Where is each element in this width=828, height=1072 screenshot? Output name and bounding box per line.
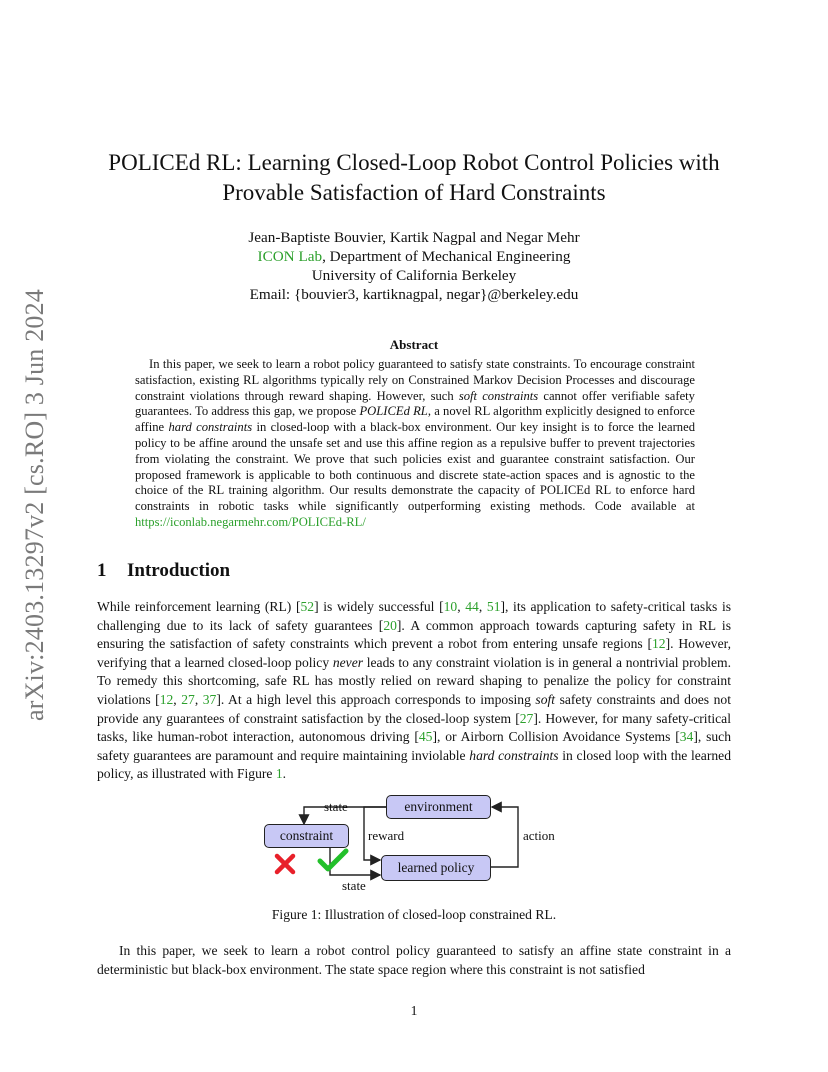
figure-1-diagram (250, 790, 580, 900)
author-names: Jean-Baptiste Bouvier, Kartik Nagpal and Negar Mehr (248, 229, 580, 246)
intro-emphasis: soft (535, 691, 556, 707)
abstract-emphasis: POLICEd RL (359, 404, 428, 419)
abstract-part: in closed-loop with a black-box environment. Our key insight is to force the learned policy to be affine around the unsafe set and use this affine region as a repulsive buffer to prevent trajectories from violating the constraint. We prove that such policies exist and guarantee constraint satisfaction. Our proposed framework is applicable to both continuous and discrete state-action spaces and is agnostic to the choice of the RL training algorithm. Our results demonstrate the capacity of POLICEd RL to enforce hard constraints in robotic tasks while significantly outperforming existing methods. Code available at (135, 420, 695, 514)
university: University of California Berkeley (311, 267, 517, 284)
action-arrow (491, 807, 518, 867)
environment-box: environment (386, 795, 491, 819)
intro-text: . (282, 766, 287, 782)
intro-emphasis: never (332, 654, 364, 670)
intro-text: , (478, 599, 487, 614)
intro-text: , (457, 599, 466, 614)
citation-link[interactable]: 10 (443, 599, 458, 614)
section-number: 1 (97, 560, 107, 581)
reward-label: reward (368, 828, 405, 843)
citation-link[interactable]: 51 (486, 599, 501, 614)
page-number: 1 (410, 1003, 418, 1018)
action-label: action (523, 828, 555, 843)
second-paragraph: In this paper, we seek to learn a robot control policy guaranteed to satisfy an affine state constraint in a deterministic but black-box environment. The state space region where this constraint is not satisfied (97, 943, 731, 977)
intro-text: in closed loop with the learned policy, as illustrated with Figure (97, 747, 731, 782)
figure-reference-link[interactable]: 1 (275, 766, 283, 782)
figure-caption: Figure 1: Illustration of closed-loop constrained RL. (271, 907, 557, 922)
section-title: Introduction (127, 560, 231, 581)
intro-text: ]. A common approach towards capturing safety in RL is ensuring the satisfaction of safety constraints which prevent a robot from entering unsafe regions [ (97, 617, 731, 652)
department: , Department of Mechanical Engineering (322, 248, 571, 265)
state-label-bottom: state (342, 878, 366, 893)
intro-text: ], its application to safety-critical tasks is challenging due to its lack of safety guarantees [ (97, 599, 732, 633)
intro-text: leads to any constraint violation is in general a nontrivial problem. To remedy this shortcoming, safe RL has mostly relied on reward shaping to penalize the policy for constraint violations [ (97, 654, 731, 707)
intro-text: safety constraints and does not provide any guarantees of constraint satisfaction by the closed-loop system [ (97, 691, 731, 726)
paper-title (80, 148, 748, 208)
intro-text: ] is widely successful [ (314, 599, 444, 614)
abstract-part: cannot offer verifiable safety guarantees. To address this gap, we propose (135, 388, 695, 419)
arxiv-identifier: arXiv:2403.13297v2 [cs.RO] 3 Jun 2024 (20, 288, 50, 722)
citation-link[interactable]: 52 (300, 599, 315, 614)
intro-text: ], or Airborn Collision Avoidance Systems [ (432, 729, 680, 745)
intro-text: ]. However, for many safety-critical tasks, like human-robot interaction, autonomous driving [ (97, 710, 731, 745)
abstract-heading: Abstract (389, 337, 439, 352)
intro-text: , (194, 691, 203, 707)
abstract-emphasis: hard constraints (168, 420, 253, 435)
citation-link[interactable]: 45 (418, 729, 433, 745)
intro-paragraph (97, 598, 731, 784)
arxiv-sidebar (20, 270, 50, 740)
citation-link[interactable]: 27 (181, 691, 195, 707)
title-line-1: POLICEd RL: Learning Closed-Loop Robot Control Policies with (108, 150, 720, 175)
citation-link[interactable]: 12 (652, 636, 666, 652)
citation-link[interactable]: 12 (159, 691, 174, 707)
accept-check-icon (320, 851, 346, 869)
lab-link[interactable]: ICON Lab (257, 248, 323, 265)
intro-text: ]. However, verifying that a learned closed-loop policy (97, 636, 732, 670)
reject-cross-icon (277, 856, 293, 872)
abstract-part: , a novel RL algorithm explicitly designed to enforce affine (135, 404, 695, 435)
citation-link[interactable]: 34 (679, 729, 694, 745)
citation-link[interactable]: 27 (519, 710, 534, 726)
code-link[interactable]: https://iconlab.negarmehr.com/POLICEd-RL/ (135, 514, 366, 529)
email: Email: {bouvier3, kartiknagpal, negar}@berkeley.edu (249, 286, 579, 303)
author-block (120, 228, 708, 304)
abstract-text (135, 357, 695, 531)
citation-link[interactable]: 20 (383, 617, 397, 633)
citation-link[interactable]: 37 (202, 691, 217, 707)
intro-text: ]. At a high level this approach corresponds to imposing (216, 691, 536, 707)
intro-emphasis: hard constraints (469, 747, 559, 763)
intro-text: , (173, 691, 182, 707)
abstract-part: In this paper, we seek to learn a robot policy guaranteed to satisfy state constraints. To encourage constraint satisfaction, existing RL algorithms typically rely on Constrained Markov Decision Processes and discourage constraint violations through reward shaping. However, such (135, 357, 695, 403)
abstract-emphasis: soft constraints (458, 388, 539, 403)
citation-link[interactable]: 44 (465, 599, 479, 614)
learned-policy-box: learned policy (381, 855, 491, 881)
title-line-2: Provable Satisfaction of Hard Constraints (222, 180, 606, 205)
intro-text: ], such safety guarantees are paramount and require maintaining inviolable (97, 729, 731, 763)
state-label-top: state (324, 799, 348, 814)
intro-text: While reinforcement learning (RL) [ (97, 599, 301, 614)
affiliation-line (120, 247, 708, 266)
section-heading (97, 560, 230, 582)
constraint-box: constraint (264, 824, 349, 848)
